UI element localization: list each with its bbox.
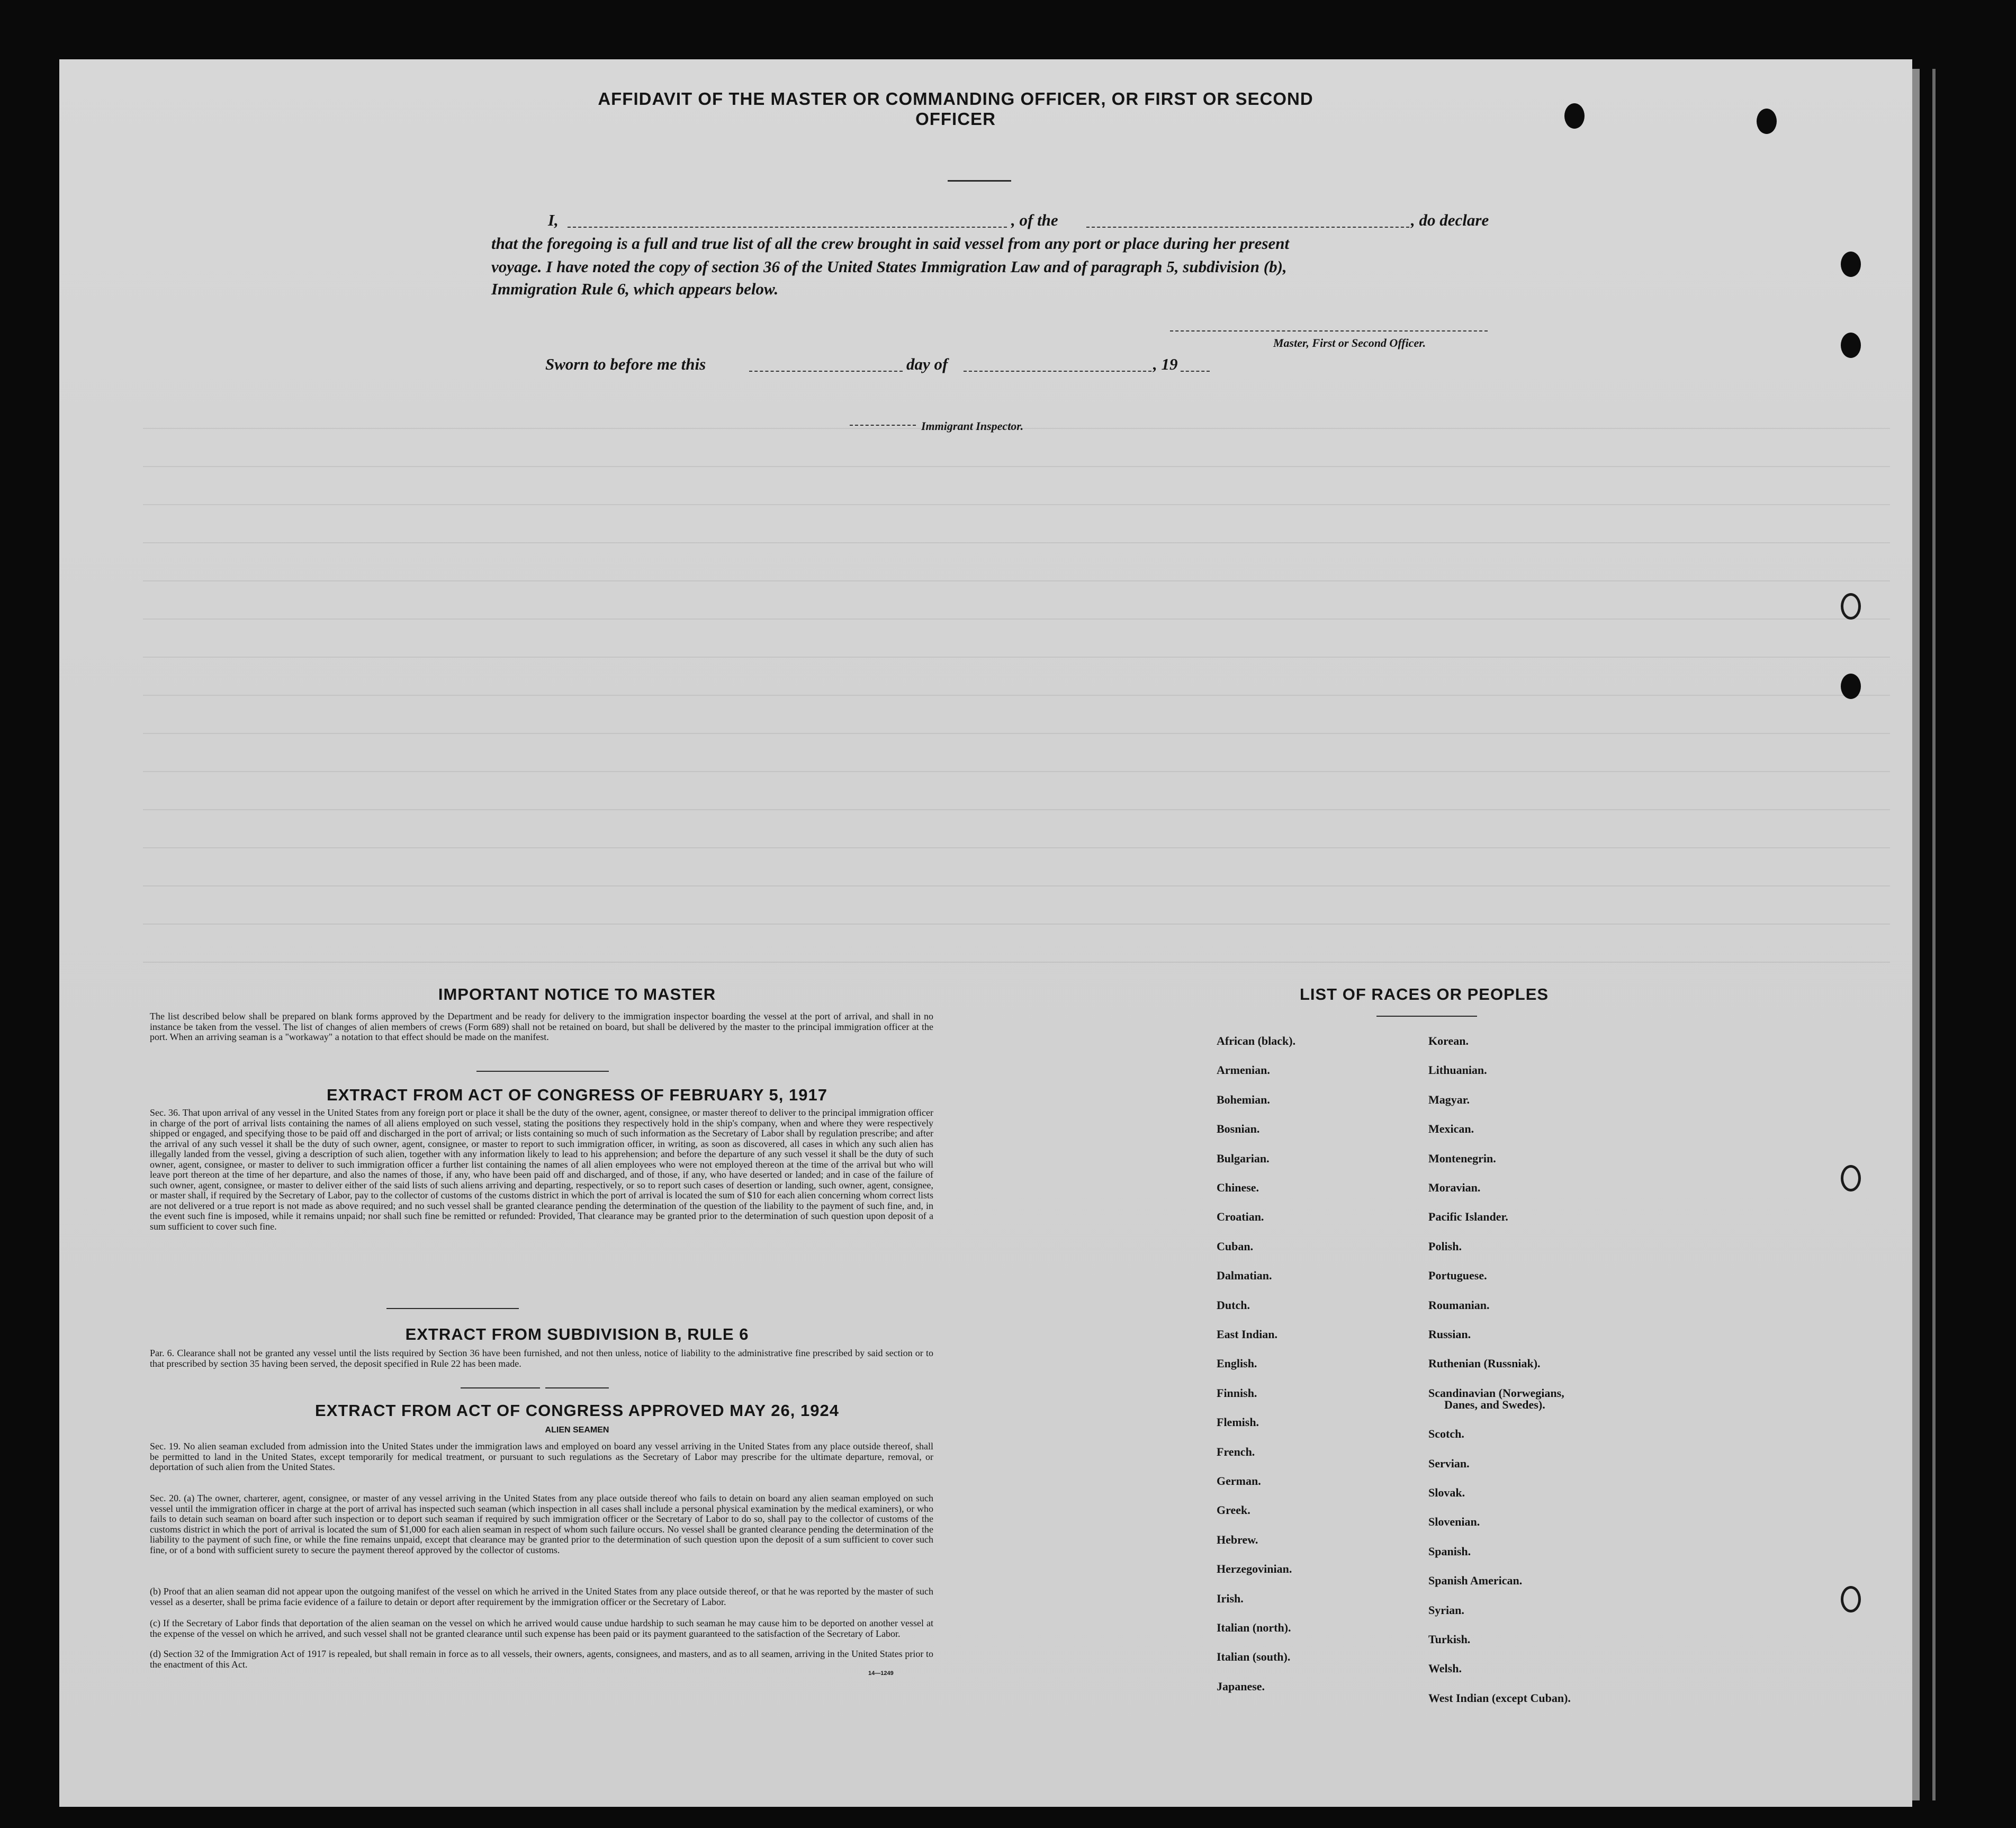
sec20d-text: (d) Section 32 of the Immigration Act of 1917 is repealed, but shall remain in force as to all vessels, their owners, agents, consignees, and masters, and as to all seamen, arriving in the United States prior to the enactment of this Act.: [150, 1648, 933, 1670]
race-item: Bulgarian.: [1217, 1151, 1270, 1165]
races-heading: LIST OF RACES OR PEOPLES: [1299, 985, 1549, 1003]
punch-hole-icon: [1841, 252, 1861, 277]
race-item: German.: [1217, 1474, 1261, 1488]
race-item: Welsh.: [1428, 1662, 1462, 1675]
race-item: Bohemian.: [1217, 1092, 1270, 1106]
race-item: Ruthenian (Russniak).: [1428, 1357, 1541, 1370]
sworn-year: , 19: [1153, 355, 1178, 373]
race-item: East Indian.: [1217, 1328, 1277, 1341]
race-item: English.: [1217, 1357, 1257, 1370]
sec20a-text: Sec. 20. (a) The owner, charterer, agent, consignee, or master of any vessel arriving in the United States from any place outside thereof who fails to detain on board any alien seaman employed on such vessel until the immigration officer in charge at the port of arrival has inspected such seaman (which inspection in all cases shall include a personal physical examination by the medical examiners), or who fails to detain such seaman on board after such inspection or to deport such seaman if required by such immigration officer or the Secretary of Labor to do so, shall pay to the collector of customs of the customs district in which the port of arrival is located the sum of $1,000 for each alien seaman in respect of whom such failure occurs. No vessel shall be granted clearance pending the determination of the liability to the payment of such fine, or while the fine remains unpaid, except that clearance may be granted prior to the determination of such question upon the deposit of a sum sufficient to cover such fine, or of a bond with sufficient surety to secure the payment thereof approved by the collector of customs.: [150, 1493, 933, 1555]
races-rule: [1376, 1016, 1477, 1017]
form-number: 14—1249: [868, 1670, 894, 1677]
inspector-signature-field[interactable]: [850, 425, 916, 426]
race-item: African (black).: [1217, 1034, 1296, 1047]
race-item: Bosnian.: [1217, 1122, 1260, 1136]
race-item: Slovak.: [1428, 1486, 1465, 1499]
race-item: Montenegrin.: [1428, 1151, 1496, 1165]
race-item: Spanish.: [1428, 1544, 1471, 1558]
race-item: Scandinavian (Norwegians,: [1428, 1386, 1564, 1400]
race-item: Finnish.: [1217, 1386, 1257, 1400]
race-item: Mexican.: [1428, 1122, 1474, 1136]
title-rule: [948, 180, 1011, 182]
race-item: Slovenian.: [1428, 1515, 1480, 1529]
section-rule: [461, 1387, 540, 1388]
race-item: Turkish.: [1428, 1633, 1471, 1646]
race-item: Russian.: [1428, 1328, 1471, 1341]
page-edge: [1932, 69, 1936, 1800]
race-item: Syrian.: [1428, 1603, 1464, 1617]
race-item: Roumanian.: [1428, 1298, 1490, 1312]
race-item: Scotch.: [1428, 1427, 1464, 1441]
punch-hole-icon: [1564, 103, 1585, 129]
race-item: Cuban.: [1217, 1239, 1254, 1253]
vessel-name-field[interactable]: [1086, 227, 1409, 228]
inspector-label: Immigrant Inspector.: [921, 419, 1024, 433]
affidavit-title: AFFIDAVIT OF THE MASTER OR COMMANDING OFFICER, OR FIRST OR SECOND OFFICER: [598, 89, 1313, 129]
sworn-month-field[interactable]: [964, 371, 1151, 372]
race-item: Polish.: [1428, 1239, 1462, 1253]
punch-hole-icon: [1841, 674, 1861, 699]
section-rule: [476, 1071, 609, 1072]
race-item: Korean.: [1428, 1034, 1469, 1047]
race-item: Spanish American.: [1428, 1574, 1523, 1588]
race-item: Servian.: [1428, 1456, 1470, 1470]
race-item: Greek.: [1217, 1503, 1250, 1517]
declaration-line-3: voyage. I have noted the copy of section 36 of the United States Immigration Law and of paragraph 5, subdivision (b),: [491, 257, 1287, 276]
notice-heading: IMPORTANT NOTICE TO MASTER: [438, 985, 716, 1003]
race-item: Italian (north).: [1217, 1621, 1291, 1634]
race-item: Armenian.: [1217, 1063, 1270, 1077]
extract-1917-heading: EXTRACT FROM ACT OF CONGRESS OF FEBRUARY 5, 1917: [327, 1086, 827, 1104]
sec19-text: Sec. 19. No alien seaman excluded from admission into the United States under the immigration laws and employed on board any vessel arriving in the United States from any place outside thereof, shall be permitted to land in the United States, except temporarily for medical treatment, or pursuant to such regulations as the Secretary of Labor may prescribe for the ultimate departure, removal, or deportation of such alien from the United States.: [150, 1441, 933, 1472]
race-item: Moravian.: [1428, 1181, 1481, 1194]
race-item: Croatian.: [1217, 1210, 1264, 1224]
race-item: Magyar.: [1428, 1092, 1470, 1106]
declaration-line-4: Immigration Rule 6, which appears below.: [491, 280, 779, 298]
punch-hole-icon: [1757, 109, 1777, 134]
punch-hole-icon: [1841, 333, 1861, 358]
sworn-prefix: Sworn to before me this: [545, 355, 706, 373]
punch-ring-icon: [1841, 1165, 1861, 1191]
sworn-year-field[interactable]: [1181, 371, 1210, 372]
race-item: Japanese.: [1217, 1679, 1265, 1693]
extract-rule6-body: Par. 6. Clearance shall not be granted any vessel until the lists required by Section 36 have been furnished, and not then unless, notice of liability to the administrative fine prescribed by said section or to that prescribed by section 35 having been served, the deposit specified in Rule 22 has been made.: [150, 1348, 933, 1369]
declaration-do-declare: , do declare: [1411, 211, 1489, 229]
punch-ring-icon: [1841, 593, 1861, 620]
declaration-of-the: , of the: [1011, 211, 1058, 229]
sec20c-text: (c) If the Secretary of Labor finds that deportation of the alien seaman on the vessel on which he arrived would cause undue hardship to such seaman he may cause him to be deported on another vessel at the expense of the vessel on which he arrived, and such vessel shall not be granted clearance until such expense has been paid or its payment guaranteed to the satisfaction of the Secretary of Labor.: [150, 1618, 933, 1639]
punch-ring-icon: [1841, 1586, 1861, 1612]
sworn-date-field[interactable]: [749, 371, 903, 372]
sec20b-text: (b) Proof that an alien seaman did not appear upon the outgoing manifest of the vessel on which he arrived in the United States from any place outside thereof, or that he was reported by the master of such vessel as a deserter, shall be prima facie evidence of a failure to detain or deport after requirement by the immigration officer or the Secretary of Labor.: [150, 1586, 933, 1607]
race-item: Lithuanian.: [1428, 1063, 1487, 1077]
race-item: Dutch.: [1217, 1298, 1250, 1312]
sworn-day-of: day of: [906, 355, 948, 373]
race-item: Chinese.: [1217, 1181, 1259, 1194]
race-item: Hebrew.: [1217, 1533, 1258, 1546]
notice-body: The list described below shall be prepared on blank forms approved by the Department and be ready for delivery to the immigration inspector boarding the vessel at the port of arrival, and shall in no instance be taken from the vessel. The list of changes of alien members of crews (Form 689) shall not be retained on board, but shall be delivered by the master to the principal immigration officer at the port. When an arriving seaman is a "workaway" a notation to that effect should be made on the manifest.: [150, 1011, 933, 1042]
section-rule: [545, 1387, 609, 1388]
race-item: Dalmatian.: [1217, 1269, 1272, 1283]
race-item: Flemish.: [1217, 1415, 1259, 1429]
race-item: Portuguese.: [1428, 1269, 1487, 1283]
master-signature-field[interactable]: [1170, 330, 1488, 331]
declaration-i: I,: [548, 211, 559, 229]
race-item: Herzegovinian.: [1217, 1562, 1292, 1576]
officer-name-field[interactable]: [568, 227, 1007, 228]
declaration-line-2: that the foregoing is a full and true list of all the crew brought in said vessel from any port or place during her present: [491, 234, 1290, 253]
section-rule: [386, 1308, 519, 1309]
extract-1924-heading: EXTRACT FROM ACT OF CONGRESS APPROVED MAY 26, 1924: [315, 1401, 839, 1420]
race-item: Irish.: [1217, 1591, 1244, 1605]
race-item: Danes, and Swedes).: [1444, 1397, 1545, 1411]
race-item: French.: [1217, 1445, 1255, 1458]
master-signature-label: Master, First or Second Officer.: [1273, 336, 1426, 350]
page-edge: [1912, 69, 1920, 1800]
extract-1917-body: Sec. 36. That upon arrival of any vessel in the United States from any foreign port or place it shall be the duty of the owner, agent, consignee, or master thereof to deliver to the principal immigration officer in charge of the port of arrival lists containing the names of all aliens employed on such vessel, stating the positions they respectively hold in the ship's company, when and where they were respectively shipped or engaged, and specifying those to be paid off and discharged in the port of arrival; or lists containing so much of such information as the Secretary of Labor shall by regulation prescribe; and after the arrival of any such vessel it shall be the duty of such owner, agent, consignee, or master to report to such immigration officer, in writing, as soon as discovered, all cases in which any such alien has illegally landed from the vessel, giving a description of such alien, together with any information likely to lead to his apprehension; and before the departure of any such vessel it shall be the duty of such owner, agent, consignee, or master to deliver to such immigration officer a further list containing the names of all alien employees who were not employed thereon at the time of the arrival but who will leave port thereon at the time of her departure, and also the names of those, if any, who have been paid off and discharged, and of those, if any, who have deserted or landed; and in case of the failure of such owner, agent, consignee, or master to deliver either of the said lists of such aliens arriving and departing, respectively, or so to report such cases of desertion or landing, such owner, agent, consignee, or master shall, if required by the Secretary of Labor, pay to the collector of customs of the customs district in which the port of arrival is located the sum of $10 for each alien concerning whom correct lists are not delivered or a true report is not made as above required; and no such vessel shall be granted clearance pending the determination of the question of the liability to the payment of such fine, and, in the event such fine is imposed, while it remains unpaid; nor shall such fine be remitted or refunded: Provided, That clearance may be granted prior to the determination of such question upon deposit of a sum sufficient to cover such fine.: [150, 1107, 933, 1232]
race-item: Pacific Islander.: [1428, 1210, 1508, 1224]
race-item: Italian (south).: [1217, 1650, 1291, 1664]
race-item: West Indian (except Cuban).: [1428, 1691, 1571, 1705]
extract-rule6-heading: EXTRACT FROM SUBDIVISION B, RULE 6: [405, 1325, 749, 1343]
alien-seamen-subheading: ALIEN SEAMEN: [545, 1426, 609, 1435]
